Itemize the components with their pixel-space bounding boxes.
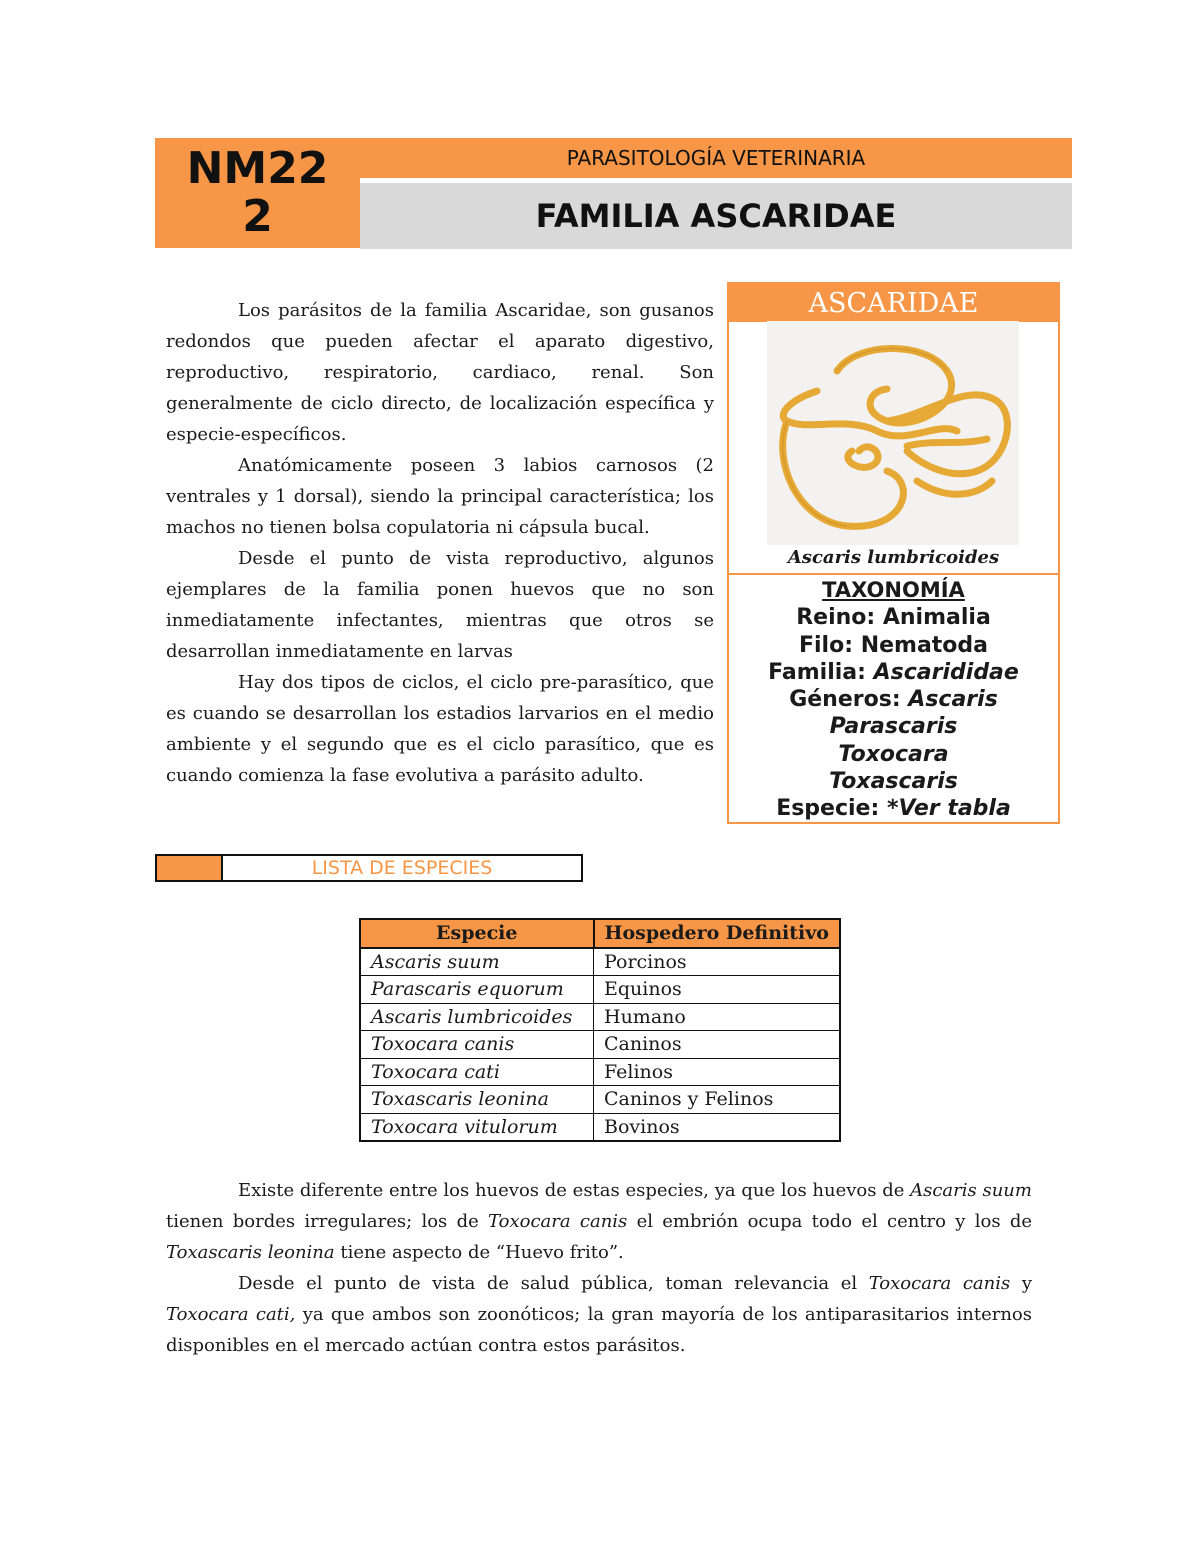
table-row bbox=[360, 1113, 840, 1141]
text-run: ya que ambos son zoonóticos; la gran mayoría de los antiparasitarios internos disponibles en el mercado actúan contra estos parásitos. bbox=[166, 1304, 1033, 1356]
header-especie: Especie bbox=[360, 919, 594, 948]
species-table bbox=[359, 918, 841, 1142]
taxonomy-especie bbox=[729, 795, 1058, 822]
cell-species: Toxascaris leonina bbox=[360, 1086, 594, 1114]
table-header-row bbox=[360, 919, 840, 948]
intro-paragraph: Desde el punto de vista reproductivo, algunos ejemplares de la familia ponen huevos que no son inmediatamente infectantes, mientras que otros se desarrollan inmediatamente en larvas bbox=[166, 548, 714, 662]
page-title: FAMILIA ASCARIDAE bbox=[360, 183, 1072, 249]
genero-value: Toxocara bbox=[838, 741, 949, 767]
species-list-header bbox=[155, 854, 583, 882]
course-code-line1: NM22 bbox=[186, 143, 329, 194]
taxonomy-title: TAXONOMÍA bbox=[822, 578, 965, 602]
genero-value: Parascaris bbox=[829, 714, 958, 740]
familia-value: Ascarididae bbox=[873, 659, 1019, 685]
taxonomy-familia bbox=[729, 659, 1058, 686]
sidebar-heading: ASCARIDAE bbox=[729, 284, 1058, 322]
image-caption: Ascaris lumbricoides bbox=[787, 547, 1000, 568]
species-name: Toxascaris leonina bbox=[166, 1242, 335, 1263]
taxonomy-genero bbox=[729, 713, 1058, 740]
course-code bbox=[155, 138, 360, 248]
taxonomy-genero bbox=[729, 741, 1058, 768]
taxonomy-sidebar bbox=[727, 282, 1060, 824]
text-run: tienen bordes irregulares; los de bbox=[166, 1211, 489, 1232]
intro-text bbox=[166, 295, 714, 791]
taxonomy-filo bbox=[729, 632, 1058, 659]
taxonomy-generos bbox=[729, 686, 1058, 713]
cell-species: Ascaris lumbricoides bbox=[360, 1003, 594, 1031]
sidebar-divider bbox=[729, 573, 1058, 575]
taxonomy-reino bbox=[729, 604, 1058, 631]
cell-host: Caninos bbox=[594, 1031, 841, 1059]
taxonomy-list bbox=[729, 577, 1058, 823]
species-name: Ascaris suum bbox=[910, 1180, 1032, 1201]
text-run: Desde el punto de vista de salud pública, toman relevancia el bbox=[238, 1273, 869, 1294]
list-header-label: LISTA DE ESPECIES bbox=[311, 857, 493, 879]
worm-illustration bbox=[767, 321, 1019, 545]
species-name: Toxocara canis bbox=[868, 1273, 1011, 1294]
table-row bbox=[360, 1003, 840, 1031]
cell-host: Humano bbox=[594, 1003, 841, 1031]
table-row bbox=[360, 1031, 840, 1059]
table-row bbox=[360, 976, 840, 1004]
intro-paragraph: Hay dos tipos de ciclos, el ciclo pre-parasítico, que es cuando se desarrollan los estadios larvarios en el medio ambiente y el segundo que es el ciclo parasítico, que es cuando comienza la fase evolutiva a parásito adulto. bbox=[166, 672, 714, 786]
filo-label: Filo: bbox=[798, 632, 854, 658]
especie-value: *Ver tabla bbox=[886, 796, 1011, 822]
text-run: Existe diferente entre los huevos de estas especies, ya que los huevos de bbox=[238, 1180, 911, 1201]
intro-paragraph: Anatómicamente poseen 3 labios carnosos (2 ventrales y 1 dorsal), siendo la principal característica; los machos no tienen bolsa copulatoria ni cápsula bucal. bbox=[166, 455, 714, 538]
cell-host: Porcinos bbox=[594, 948, 841, 976]
cell-host: Caninos y Felinos bbox=[594, 1086, 841, 1114]
closing-paragraph bbox=[166, 1268, 1032, 1361]
intro-paragraph: Los parásitos de la familia Ascaridae, son gusanos redondos que pueden afectar el aparato digestivo, reproductivo, respiratorio, cardiaco, renal. Son generalmente de ciclo directo, de localización específica y especie-específicos. bbox=[166, 300, 714, 445]
closing-text bbox=[166, 1175, 1032, 1361]
table-row bbox=[360, 1058, 840, 1086]
list-header-swatch bbox=[157, 856, 223, 880]
cell-species: Toxocara canis bbox=[360, 1031, 594, 1059]
species-name: Toxocara canis bbox=[488, 1211, 628, 1232]
cell-species: Toxocara cati bbox=[360, 1058, 594, 1086]
especie-label: Especie: bbox=[776, 796, 880, 822]
header-hospedero: Hospedero Definitivo bbox=[594, 919, 841, 948]
text-run: y bbox=[1010, 1273, 1032, 1294]
reino-label: Reino: bbox=[796, 605, 876, 631]
cell-host: Equinos bbox=[594, 976, 841, 1004]
species-name: Toxocara cati, bbox=[166, 1304, 296, 1325]
closing-paragraph bbox=[166, 1175, 1032, 1268]
cell-species: Parascaris equorum bbox=[360, 976, 594, 1004]
filo-value: Nematoda bbox=[860, 632, 989, 658]
table-row bbox=[360, 948, 840, 976]
worm-photo bbox=[767, 321, 1019, 545]
text-run: el embrión ocupa todo el centro y los de bbox=[627, 1211, 1033, 1232]
generos-label: Géneros: bbox=[789, 687, 901, 713]
cell-species: Toxocara vitulorum bbox=[360, 1113, 594, 1141]
familia-label: Familia: bbox=[768, 659, 866, 685]
cell-species: Ascaris suum bbox=[360, 948, 594, 976]
text-run: tiene aspecto de “Huevo frito”. bbox=[334, 1242, 624, 1263]
reino-value: Animalia bbox=[882, 605, 991, 631]
table-row bbox=[360, 1086, 840, 1114]
subject-title: PARASITOLOGÍA VETERINARIA bbox=[360, 138, 1072, 178]
genero-value: Ascaris bbox=[908, 687, 998, 713]
cell-host: Felinos bbox=[594, 1058, 841, 1086]
cell-host: Bovinos bbox=[594, 1113, 841, 1141]
taxonomy-genero bbox=[729, 768, 1058, 795]
genero-value: Toxascaris bbox=[829, 769, 958, 795]
course-code-line2: 2 bbox=[242, 191, 273, 242]
